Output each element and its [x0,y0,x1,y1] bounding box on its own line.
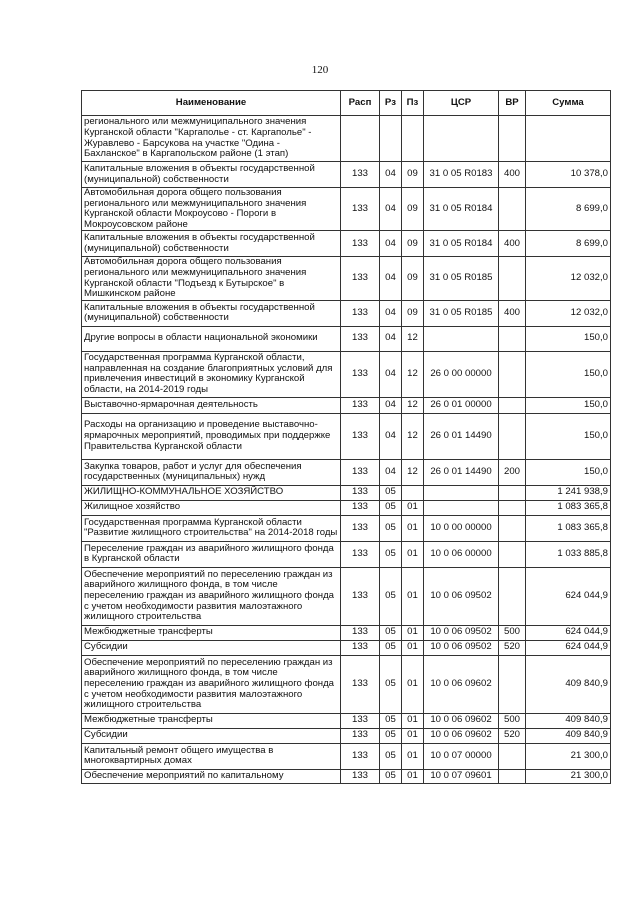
table-row [82,116,611,162]
table-row [82,188,611,231]
cell-name: Автомобильная дорога общего пользования регионального или межмуниципального значения Курганской области Мокроусово - Пороги в Мокроусовском районе [82,188,341,231]
cell-csr: 10 0 06 09502 [424,640,499,655]
cell-rz: 04 [380,257,402,300]
cell-name: Капитальные вложения в объекты государственной (муниципальной) собственности [82,300,341,326]
budget-table [81,90,611,784]
cell-sum: 150,0 [526,326,611,351]
cell-name: Другие вопросы в области национальной экономики [82,326,341,351]
cell-vr [499,397,526,413]
cell-name: Субсидии [82,640,341,655]
cell-sum: 624 044,9 [526,625,611,640]
cell-name: Переселение граждан из аварийного жилищного фонда в Курганской области [82,541,341,567]
cell-rasp: 133 [341,300,380,326]
cell-vr: 400 [499,231,526,257]
cell-sum: 150,0 [526,459,611,485]
header-row [82,91,611,116]
cell-name: Закупка товаров, работ и услуг для обеспечения государственных (муниципальных) нужд [82,459,341,485]
cell-pz: 01 [402,728,424,743]
cell-rz: 05 [380,625,402,640]
cell-vr: 520 [499,640,526,655]
cell-rasp: 133 [341,515,380,541]
cell-rasp: 133 [341,485,380,500]
cell-rasp: 133 [341,413,380,459]
cell-csr: 10 0 06 09502 [424,567,499,625]
table-row [82,713,611,728]
cell-rasp: 133 [341,351,380,397]
table-row [82,655,611,713]
cell-rz: 04 [380,300,402,326]
cell-vr [499,188,526,231]
cell-rasp: 133 [341,655,380,713]
cell-rz: 05 [380,769,402,783]
cell-rasp: 133 [341,500,380,515]
cell-pz: 01 [402,625,424,640]
cell-pz: 12 [402,326,424,351]
cell-vr [499,769,526,783]
cell-rz: 04 [380,397,402,413]
table-row [82,567,611,625]
cell-csr: 10 0 07 00000 [424,743,499,769]
cell-vr [499,326,526,351]
cell-name: Субсидии [82,728,341,743]
cell-sum: 150,0 [526,397,611,413]
table-row [82,300,611,326]
cell-vr [499,116,526,162]
cell-pz: 01 [402,515,424,541]
cell-sum: 12 032,0 [526,300,611,326]
cell-sum: 21 300,0 [526,769,611,783]
cell-sum: 8 699,0 [526,188,611,231]
cell-rz: 04 [380,326,402,351]
table-row [82,231,611,257]
cell-sum: 1 083 365,8 [526,515,611,541]
header-name: Наименование [82,91,341,116]
cell-sum: 10 378,0 [526,162,611,188]
cell-rz: 04 [380,188,402,231]
cell-name: Государственная программа Курганской области, направленная на создание благоприятных условий для привлечения инвестиций в экономику Курганской области, на 2014-2019 годы [82,351,341,397]
cell-sum: 150,0 [526,351,611,397]
cell-csr [424,116,499,162]
cell-rz: 05 [380,640,402,655]
cell-pz: 12 [402,459,424,485]
cell-rz: 04 [380,162,402,188]
cell-rz [380,116,402,162]
cell-csr: 10 0 06 09602 [424,728,499,743]
header-rasp: Расп [341,91,380,116]
cell-csr: 31 0 05 R0184 [424,188,499,231]
cell-rz: 05 [380,713,402,728]
cell-vr [499,500,526,515]
header-pz: Пз [402,91,424,116]
table-row [82,257,611,300]
cell-csr [424,326,499,351]
cell-name: регионального или межмуниципального значения Курганской области "Каргаполье - ст. Каргаполье" - Журавлево - Барсукова на участке "Одина - Бахланское" в Каргапольском районе (1 этап) [82,116,341,162]
cell-sum: 624 044,9 [526,567,611,625]
cell-pz: 09 [402,162,424,188]
cell-csr: 26 0 00 00000 [424,351,499,397]
cell-name: Межбюджетные трансферты [82,713,341,728]
table-row [82,326,611,351]
cell-csr: 31 0 05 R0184 [424,231,499,257]
cell-vr [499,413,526,459]
cell-sum: 409 840,9 [526,728,611,743]
cell-vr [499,567,526,625]
cell-csr: 10 0 07 09601 [424,769,499,783]
cell-sum: 1 083 365,8 [526,500,611,515]
cell-rasp: 133 [341,326,380,351]
cell-pz [402,116,424,162]
cell-pz: 12 [402,413,424,459]
cell-csr: 26 0 01 14490 [424,459,499,485]
cell-name: Расходы на организацию и проведение выставочно-ярмарочных мероприятий, проводимых при поддержке Правительства Курганской области [82,413,341,459]
cell-rasp: 133 [341,231,380,257]
cell-vr [499,485,526,500]
cell-rasp: 133 [341,728,380,743]
cell-vr: 400 [499,162,526,188]
cell-rasp: 133 [341,162,380,188]
cell-rasp: 133 [341,743,380,769]
cell-pz: 01 [402,743,424,769]
cell-name: Выставочно-ярмарочная деятельность [82,397,341,413]
cell-sum [526,116,611,162]
cell-csr: 31 0 05 R0183 [424,162,499,188]
table-row [82,515,611,541]
cell-csr: 10 0 06 09502 [424,625,499,640]
cell-vr: 500 [499,625,526,640]
cell-name: Обеспечение мероприятий по капитальному [82,769,341,783]
cell-sum: 409 840,9 [526,655,611,713]
cell-sum: 409 840,9 [526,713,611,728]
cell-rz: 05 [380,655,402,713]
cell-rz: 05 [380,743,402,769]
cell-vr [499,351,526,397]
cell-sum: 21 300,0 [526,743,611,769]
cell-pz: 01 [402,769,424,783]
cell-rasp: 133 [341,397,380,413]
cell-vr: 500 [499,713,526,728]
table-row [82,640,611,655]
table-row [82,541,611,567]
cell-name: Капитальные вложения в объекты государственной (муниципальной) собственности [82,231,341,257]
table-body [82,116,611,784]
cell-rz: 05 [380,515,402,541]
cell-csr [424,500,499,515]
cell-sum: 150,0 [526,413,611,459]
cell-csr: 10 0 00 00000 [424,515,499,541]
cell-csr: 10 0 06 09602 [424,713,499,728]
cell-pz: 09 [402,188,424,231]
cell-rasp [341,116,380,162]
cell-name: Капитальный ремонт общего имущества в многоквартирных домах [82,743,341,769]
cell-rz: 05 [380,500,402,515]
table-row [82,397,611,413]
cell-csr: 10 0 06 00000 [424,541,499,567]
cell-name: Межбюджетные трансферты [82,625,341,640]
cell-rasp: 133 [341,188,380,231]
cell-name: Капитальные вложения в объекты государственной (муниципальной) собственности [82,162,341,188]
cell-pz: 01 [402,655,424,713]
table-row [82,743,611,769]
cell-name: Обеспечение мероприятий по переселению граждан из аварийного жилищного фонда, в том числе переселению граждан из аварийного жилищного фонда с учетом необходимости развития малоэтажного жилищного строительства [82,567,341,625]
cell-csr: 31 0 05 R0185 [424,300,499,326]
cell-vr [499,655,526,713]
cell-name: Автомобильная дорога общего пользования регионального или межмуниципального значения Курганской области "Подъезд к Бутырское" в Мишкинском районе [82,257,341,300]
cell-pz [402,485,424,500]
table-row [82,500,611,515]
table-row [82,413,611,459]
cell-vr [499,515,526,541]
cell-sum: 1 033 885,8 [526,541,611,567]
cell-csr: 26 0 01 14490 [424,413,499,459]
header-sum: Сумма [526,91,611,116]
cell-name: Государственная программа Курганской области "Развитие жилищного строительства" на 2014-2018 годы [82,515,341,541]
cell-sum: 8 699,0 [526,231,611,257]
table-row [82,625,611,640]
header-rz: Рз [380,91,402,116]
cell-name: Жилищное хозяйство [82,500,341,515]
cell-sum: 12 032,0 [526,257,611,300]
cell-rasp: 133 [341,625,380,640]
cell-pz: 09 [402,300,424,326]
cell-pz: 01 [402,541,424,567]
cell-sum: 624 044,9 [526,640,611,655]
cell-rasp: 133 [341,713,380,728]
cell-pz: 01 [402,713,424,728]
cell-name: ЖИЛИЩНО-КОММУНАЛЬНОЕ ХОЗЯЙСТВО [82,485,341,500]
cell-sum: 1 241 938,9 [526,485,611,500]
cell-rasp: 133 [341,541,380,567]
cell-rz: 04 [380,413,402,459]
cell-rz: 04 [380,231,402,257]
cell-rz: 05 [380,728,402,743]
header-csr: ЦСР [424,91,499,116]
cell-vr [499,541,526,567]
cell-csr [424,485,499,500]
table-row [82,728,611,743]
cell-pz: 01 [402,500,424,515]
table-row [82,351,611,397]
cell-rz: 05 [380,567,402,625]
cell-name: Обеспечение мероприятий по переселению граждан из аварийного жилищного фонда, в том числе переселению граждан из аварийного жилищного фонда с учетом необходимости развития малоэтажного жилищного строительства [82,655,341,713]
cell-csr: 31 0 05 R0185 [424,257,499,300]
table-row [82,485,611,500]
cell-rasp: 133 [341,257,380,300]
cell-pz: 09 [402,257,424,300]
cell-pz: 01 [402,640,424,655]
cell-rasp: 133 [341,459,380,485]
cell-rz: 05 [380,485,402,500]
cell-csr: 10 0 06 09602 [424,655,499,713]
cell-rasp: 133 [341,567,380,625]
header-vr: ВР [499,91,526,116]
table-row [82,769,611,783]
cell-rasp: 133 [341,769,380,783]
table-row [82,459,611,485]
cell-vr [499,257,526,300]
cell-csr: 26 0 01 00000 [424,397,499,413]
table-row [82,162,611,188]
cell-rz: 04 [380,459,402,485]
cell-rasp: 133 [341,640,380,655]
cell-pz: 12 [402,351,424,397]
cell-pz: 12 [402,397,424,413]
cell-rz: 05 [380,541,402,567]
cell-vr: 520 [499,728,526,743]
cell-vr: 400 [499,300,526,326]
cell-vr [499,743,526,769]
page-number: 120 [311,64,329,76]
cell-vr: 200 [499,459,526,485]
cell-pz: 01 [402,567,424,625]
cell-pz: 09 [402,231,424,257]
cell-rz: 04 [380,351,402,397]
